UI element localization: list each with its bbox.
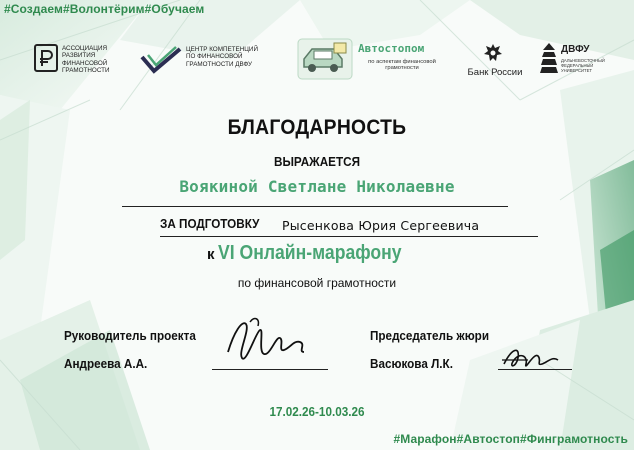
competence-line-2: ПО ФИНАНСОВОЙ <box>186 53 243 61</box>
logo-bank-of-russia <box>460 42 526 82</box>
right-signature <box>498 342 568 376</box>
avtostop-name: Автостопом <box>358 42 425 55</box>
hashtags-bottom: #Марафон#Автостоп#Финграмотность <box>393 432 628 446</box>
recipient-underline <box>122 206 508 207</box>
left-signature <box>220 312 320 372</box>
student-name: Рысенкова Юрия Сергеевича <box>282 218 480 233</box>
left-signer-role: Руководитель проекта <box>64 328 196 343</box>
bank-name: Банк России <box>467 67 523 78</box>
recipient-name: Воякиной Светлане Николаевне <box>179 177 455 196</box>
checkmark-arrow-icon <box>140 45 184 75</box>
marathon-prefix: к <box>206 246 215 263</box>
left-signer-name: Андреева А.А. <box>64 356 148 371</box>
competence-line-1: ЦЕНТР КОМПЕТЕНЦИЙ <box>186 46 258 53</box>
dvfu-name: ДВФУ <box>561 44 590 55</box>
right-signer-role: Председатель жюри <box>370 328 490 343</box>
dvfu-sub: ДАЛЬНЕВОСТОЧНЫЙ ФЕДЕРАЛЬНЫЙ УНИВЕРСИТЕТ <box>561 58 605 73</box>
marathon-dates: 17.02.26-10.03.26 <box>269 404 365 419</box>
avtostop-sub: по аспектам финансовой грамотности <box>368 59 436 71</box>
expresses-label: ВЫРАЖАЕТСЯ <box>274 154 360 169</box>
association-line-4: ГРАМОТНОСТИ <box>62 66 110 74</box>
preparation-label: ЗА ПОДГОТОВКУ <box>160 216 260 231</box>
car-icon <box>296 37 354 81</box>
hashtags-top: #Создаем#Волонтёрим#Обучаем <box>4 2 205 16</box>
student-underline <box>160 236 538 237</box>
logo-avtostop <box>296 36 452 82</box>
ruble-book-icon <box>34 44 58 74</box>
logo-association <box>34 42 126 80</box>
marathon-name: VI Онлайн-марафону <box>218 242 403 264</box>
double-eagle-icon <box>482 42 504 64</box>
marathon-subtitle: по финансовой грамотности <box>237 276 397 290</box>
logo-dvfu <box>540 42 610 82</box>
marathon-line <box>0 242 634 265</box>
competence-line-3: ГРАМОТНОСТИ ДВФУ <box>186 60 253 68</box>
dvfu-pagoda-icon <box>540 42 558 74</box>
logo-competence-center <box>140 42 280 80</box>
right-signer-name: Васюкова Л.К. <box>370 356 453 371</box>
association-line-2: РАЗВИТИЯ <box>62 52 96 60</box>
association-line-3: ФИНАНСОВОЙ <box>62 59 108 67</box>
association-line-1: АССОЦИАЦИЯ <box>62 45 108 52</box>
certificate-title: БЛАГОДАРНОСТЬ <box>227 116 407 139</box>
